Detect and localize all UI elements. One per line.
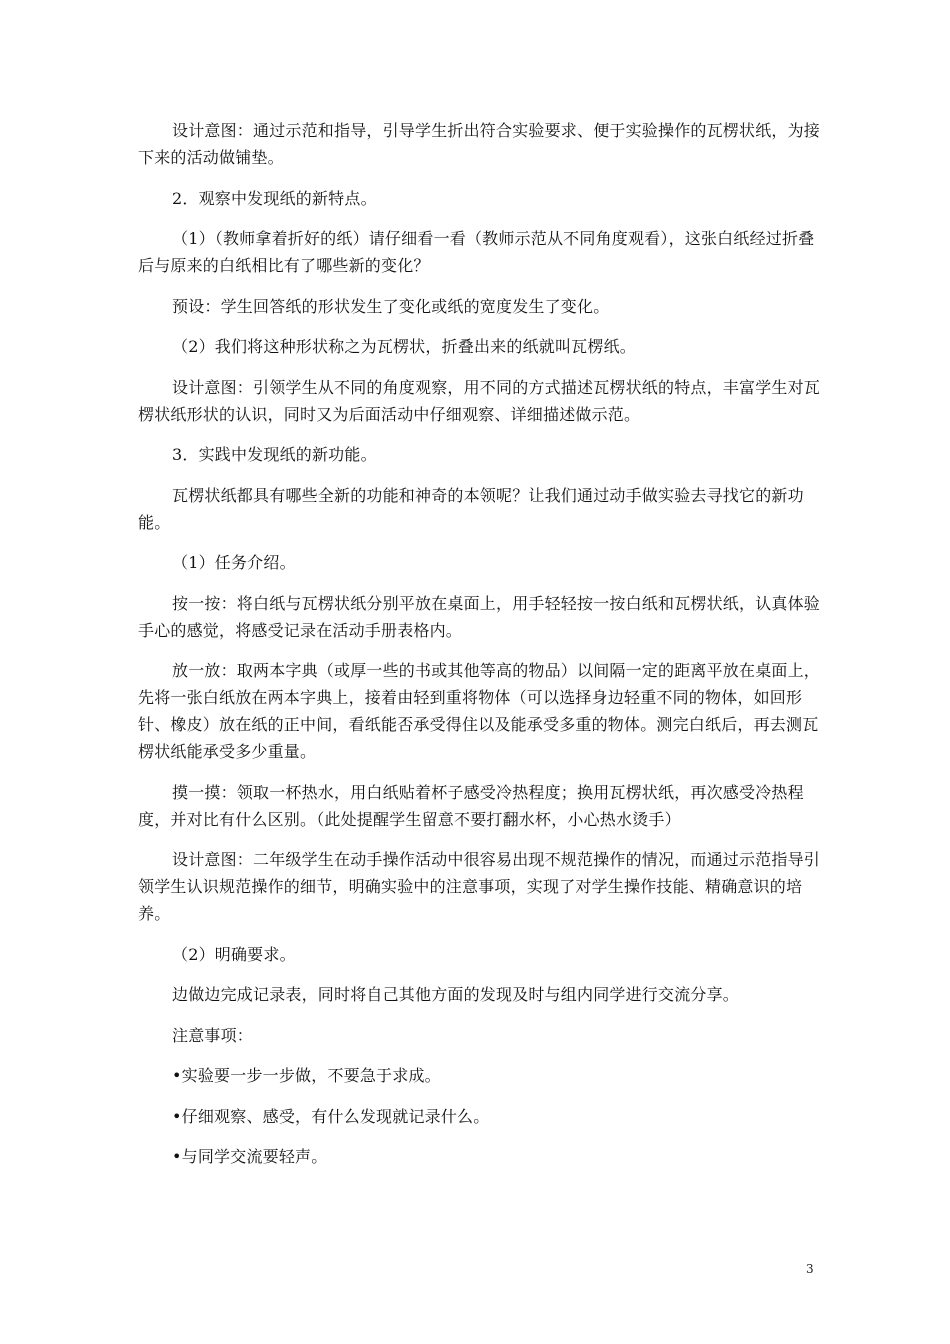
- paragraph-note-item-3: •与同学交流要轻声。: [172, 1147, 328, 1166]
- paragraph-note-item-2: •仔细观察、感受，有什么发现就记录什么。: [172, 1106, 490, 1126]
- paragraph-preset-answer: 预设：学生回答纸的形状发生了变化或纸的宽度发生了变化。: [172, 296, 610, 316]
- paragraph-requirements-heading: （2）明确要求。: [172, 944, 296, 964]
- page-number: 3: [806, 1262, 814, 1276]
- paragraph-section-2-heading: 2．观察中发现纸的新特点。: [172, 188, 377, 208]
- document-body: [138, 117, 824, 1184]
- paragraph-design-intent-1: 设计意图：通过示范和指导，引导学生折出符合实验要求、便于实验操作的瓦楞状纸，为接下来的活动做铺垫。: [138, 121, 821, 167]
- paragraph-corrugated-definition: （2）我们将这种形状称之为瓦楞状，折叠出来的纸就叫瓦楞纸。: [172, 337, 636, 356]
- paragraph-record-instruction: 边做边完成记录表，同时将自己其他方面的发现及时与组内同学进行交流分享。: [172, 985, 740, 1004]
- paragraph-touch-activity: 摸一摸：领取一杯热水，用白纸贴着杯子感受冷热程度；换用瓦楞状纸，再次感受冷热程度，并对比有什么区别。（此处提醒学生留意不要打翻水杯，小心热水烫手）: [138, 782, 804, 829]
- paragraph-note-item-1: •实验要一步一步做，不要急于求成。: [172, 1066, 441, 1085]
- paragraph-design-intent-3: 设计意图：二年级学生在动手操作活动中很容易出现不规范操作的情况，而通过示范指导引领学生认识规范操作的细节，明确实验中的注意事项，实现了对学生操作技能、精确意识的培养。: [138, 850, 821, 923]
- paragraph-design-intent-2: 设计意图：引领学生从不同的角度观察，用不同的方式描述瓦楞状纸的特点，丰富学生对瓦楞状纸形状的认识，同时又为后面活动中仔细观察、详细描述做示范。: [138, 377, 821, 424]
- paragraph-question-1: （1）（教师拿着折好的纸）请仔细看一看（教师示范从不同角度观看），这张白纸经过折叠后与原来的白纸相比有了哪些新的变化？: [138, 229, 815, 275]
- paragraph-place-activity: 放一放：取两本字典（或厚一些的书或其他等高的物品）以间隔一定的距离平放在桌面上，先将一张白纸放在两本字典上，接着由轻到重将物体（可以选择身边轻重不同的物体，如回形针、橡皮）放在纸的正中间，看纸能否承受得住以及能承受多重的物体。测完白纸后，再去测瓦楞状纸能承受多少重量。: [138, 661, 821, 761]
- paragraph-notes-heading: 注意事项：: [172, 1025, 254, 1045]
- paragraph-press-activity: 按一按：将白纸与瓦楞状纸分别平放在桌面上，用手轻轻按一按白纸和瓦楞状纸，认真体验手心的感觉，将感受记录在活动手册表格内。: [138, 593, 821, 640]
- paragraph-task-intro: （1）任务介绍。: [172, 553, 296, 572]
- paragraph-section-3-heading: 3．实践中发现纸的新功能。: [172, 445, 377, 464]
- paragraph-function-question: 瓦楞状纸都具有哪些全新的功能和神奇的本领呢？让我们通过动手做实验去寻找它的新功能。: [138, 485, 804, 532]
